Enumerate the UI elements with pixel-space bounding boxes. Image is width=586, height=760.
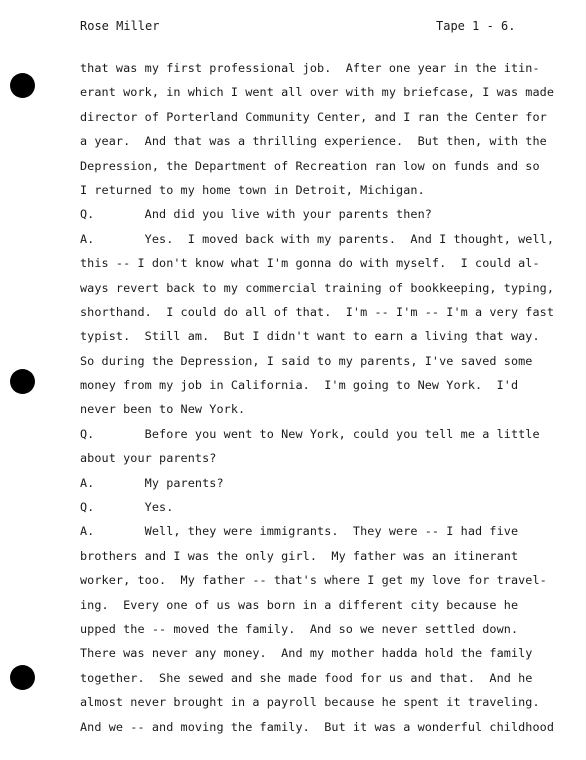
transcript-line: Depression, the Department of Recreation ran low on funds and so: [80, 158, 540, 173]
transcript-line: together. She sewed and she made food for us and that. And he: [80, 670, 533, 685]
transcript-line: shorthand. I could do all of that. I'm -- I'm -- I'm a very fast: [80, 304, 555, 319]
transcript-line: Q. Yes.: [80, 500, 174, 515]
transcript-line: ing. Every one of us was born in a different city because he: [80, 597, 519, 612]
transcript-line: never been to New York.: [80, 402, 246, 417]
transcript-line: money from my job in California. I'm going to New York. I'd: [80, 378, 519, 393]
transcript-line: A. Yes. I moved back with my parents. And I thought, well,: [80, 231, 555, 246]
transcript-body: [80, 56, 560, 739]
binder-hole-bottom: [10, 665, 35, 690]
interviewee-name: Rose Miller: [80, 19, 160, 33]
transcript-line: Q. And did you live with your parents then?: [80, 207, 432, 222]
transcript-line: a year. And that was a thrilling experience. But then, with the: [80, 134, 547, 149]
binder-hole-middle: [10, 369, 35, 394]
transcript-line: brothers and I was the only girl. My father was an itinerant: [80, 548, 519, 563]
transcript-line: that was my first professional job. After one year in the itin-: [80, 61, 540, 75]
transcript-line: ways revert back to my commercial training of bookkeeping, typing,: [80, 280, 555, 295]
binder-hole-top: [10, 73, 35, 98]
transcript-line: director of Porterland Community Center, and I ran the Center for: [80, 109, 547, 124]
transcript-line: upped the -- moved the family. And so we never settled down.: [80, 621, 519, 636]
transcript-line: almost never brought in a payroll because he spent it traveling.: [80, 695, 540, 710]
transcript-line: Q. Before you went to New York, could you tell me a little: [80, 426, 540, 441]
tape-label: Tape 1 - 6.: [436, 19, 516, 33]
transcript-line: typist. Still am. But I didn't want to earn a living that way.: [80, 329, 540, 344]
transcript-line: And we -- and moving the family. But it was a wonderful childhood: [80, 719, 555, 734]
transcript-line: I returned to my home town in Detroit, Michigan.: [80, 182, 425, 197]
transcript-line: erant work, in which I went all over with my briefcase, I was made: [80, 85, 555, 100]
transcript-line: about your parents?: [80, 451, 217, 466]
transcript-line: worker, too. My father -- that's where I get my love for travel-: [80, 573, 547, 588]
transcript-line: So during the Depression, I said to my parents, I've saved some: [80, 353, 533, 368]
transcript-line: this -- I don't know what I'm gonna do with myself. I could al-: [80, 256, 540, 271]
transcript-line: A. My parents?: [80, 475, 224, 490]
transcript-line: A. Well, they were immigrants. They were -- I had five: [80, 524, 519, 539]
transcript-line: There was never any money. And my mother hadda hold the family: [80, 646, 533, 661]
